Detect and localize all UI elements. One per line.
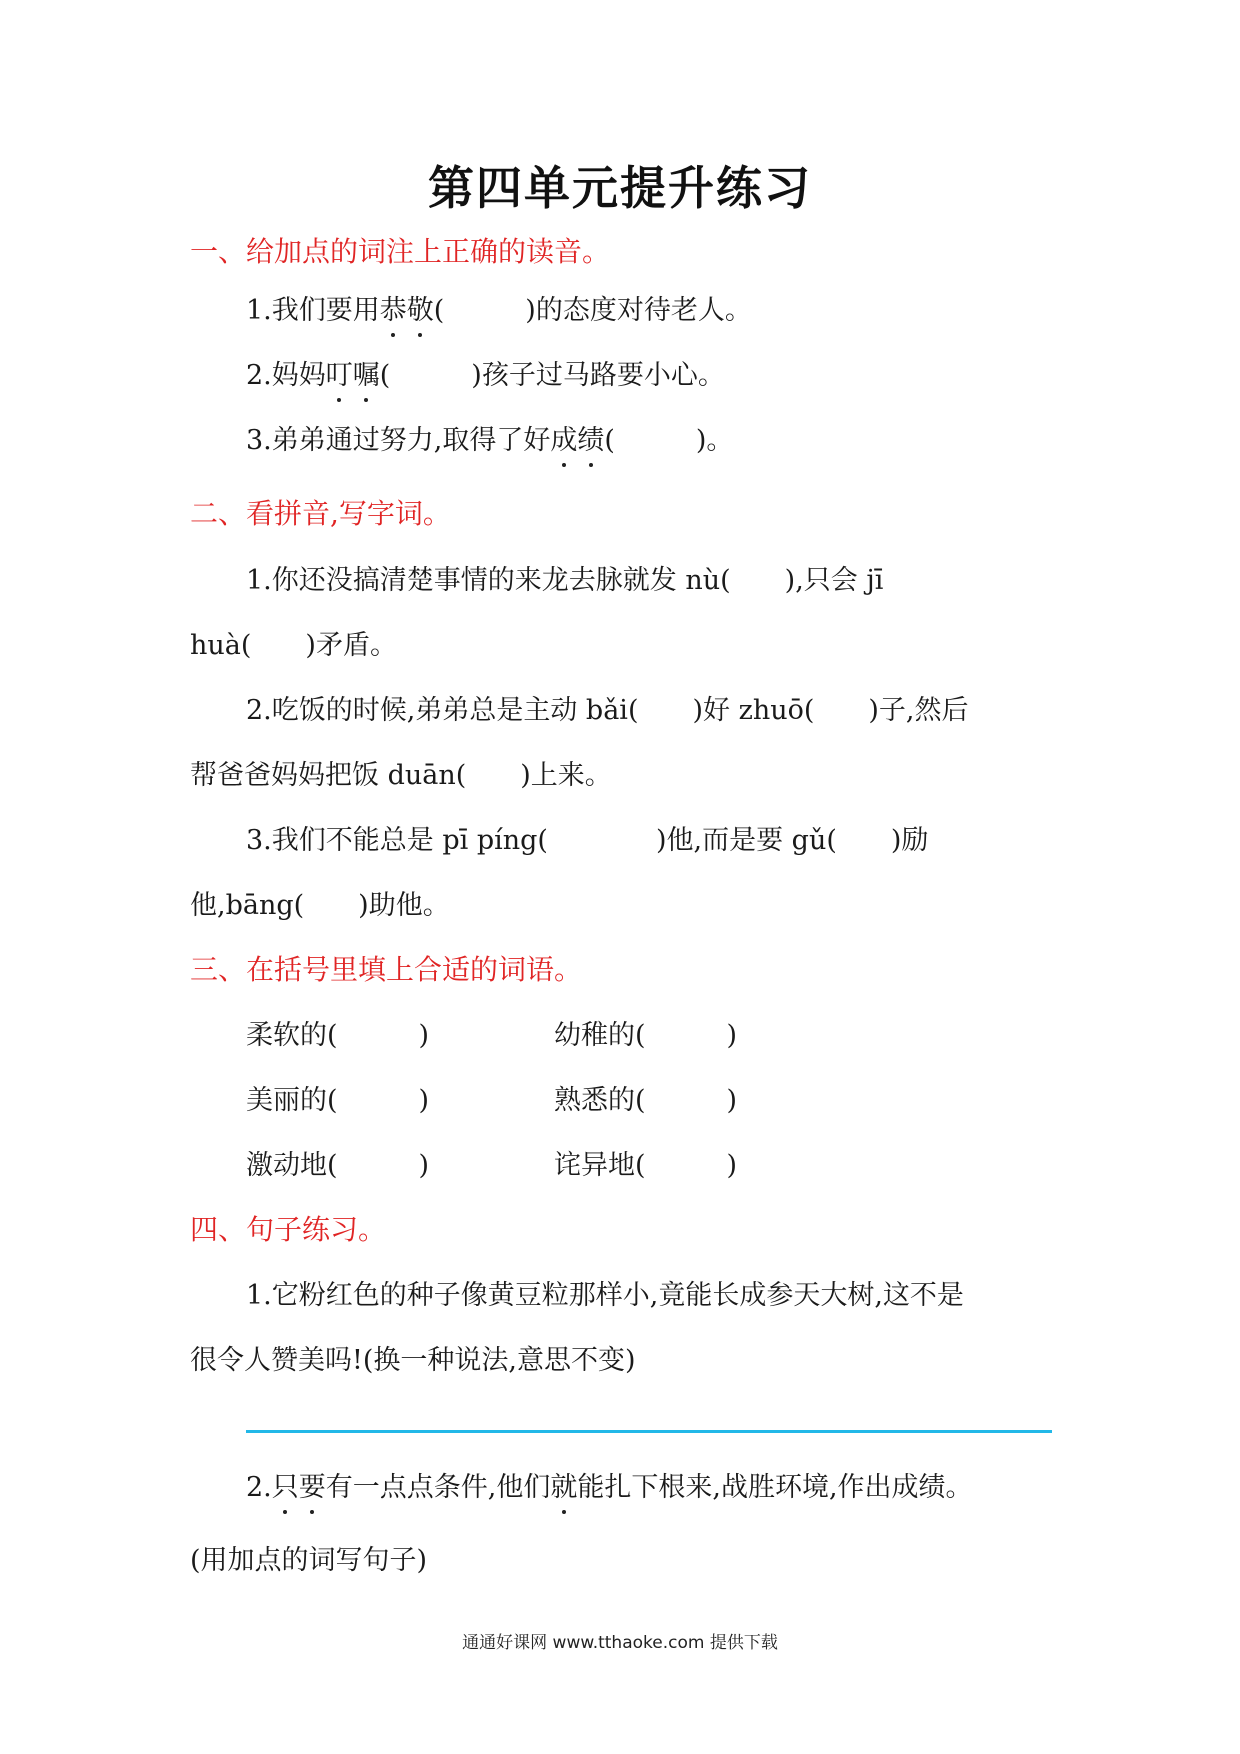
section-1-heading: 一、给加点的词注上正确的读音。 [190,235,611,268]
s1-item-2: 2.妈妈叮嘱( )孩子过马路要小心。 [246,353,725,392]
s2-line-4: 帮爸爸妈妈把饭 duān( )上来。 [190,760,612,791]
s3-item: 诧异地( ) [554,1150,738,1181]
section-4-heading: 四、句子练习。 [190,1213,387,1246]
answer-line [246,1430,1052,1433]
s4-q2-line-2: (用加点的词写句子) [190,1545,428,1576]
footer-credit: 通通好课网 www.tthaoke.com 提供下载 [462,1633,778,1653]
s3-item: 美丽的( ) [246,1085,430,1116]
section-2-heading: 二、看拼音,写字词。 [190,497,451,530]
s2-line-2: huà( )矛盾。 [190,630,397,661]
s3-item: 熟悉的( ) [554,1085,738,1116]
s2-line-3: 2.吃饭的时候,弟弟总是主动 bǎi( )好 zhuō( )子,然后 [246,695,969,726]
s4-q2-line-1: 2.只要有一点点条件,他们就能扎下根来,战胜环境,作出成绩。 [246,1465,973,1504]
s3-item: 幼稚的( ) [554,1020,738,1051]
s3-item: 激动地( ) [246,1150,430,1181]
page-title: 第四单元提升练习 [428,161,812,215]
s2-line-1: 1.你还没搞清楚事情的来龙去脉就发 nù( ),只会 jī [246,565,884,596]
s3-item: 柔软的( ) [246,1020,430,1051]
s2-line-6: 他,bāng( )助他。 [190,890,450,921]
section-3-heading: 三、在括号里填上合适的词语。 [190,953,583,986]
s1-item-3: 3.弟弟通过努力,取得了好成绩( )。 [246,418,733,457]
s2-line-5: 3.我们不能总是 pī píng( )他,而是要 gǔ( )励 [246,825,929,856]
s1-item-1: 1.我们要用恭敬( )的态度对待老人。 [246,288,752,327]
s4-q1-line-1: 1.它粉红色的种子像黄豆粒那样小,竟能长成参天大树,这不是 [246,1280,964,1311]
s4-q1-line-2: 很令人赞美吗!(换一种说法,意思不变) [190,1345,636,1376]
